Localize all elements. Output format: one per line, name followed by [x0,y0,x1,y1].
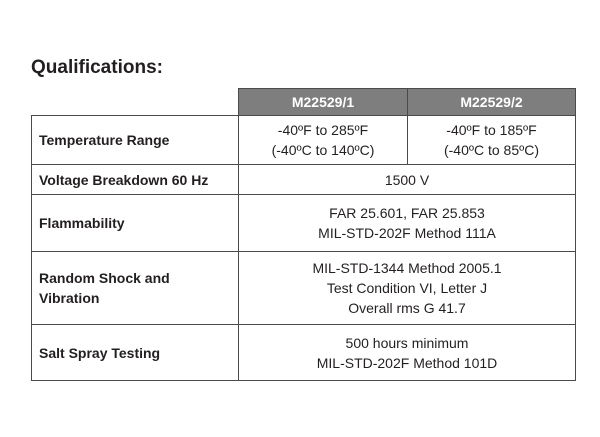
value-line: MIL-STD-1344 Method 2005.1 [312,260,502,276]
value-line: 500 hours minimum [345,334,469,351]
value-line: (-40ºC to 85ºC) [443,142,540,158]
table-row [32,116,576,165]
row-label-temperature-range: Temperature Range [32,116,239,165]
value-line: FAR 25.601, FAR 25.853 [329,205,485,221]
row-label-flammability: Flammability [32,195,239,252]
value-line: Overall rms G 41.7 [348,300,466,316]
label-line: Vibration [39,290,100,306]
header-row [32,89,576,116]
flammability-value [239,195,576,252]
page-title: Qualifications: [31,57,163,78]
random-shock-vibration-value [239,252,576,325]
row-label-voltage-breakdown: Voltage Breakdown 60 Hz [32,165,239,195]
value-line: MIL-STD-202F Method 111A [318,225,496,241]
temperature-value-m22529-2 [408,116,576,165]
table-row [32,325,576,381]
value-line: -40ºF to 285ºF [277,122,369,138]
table-row [32,165,576,195]
header-blank-cell [32,89,239,116]
value-line: 1500 V [384,171,430,188]
salt-spray-testing-value [239,325,576,381]
value-line: (-40ºC to 140ºC) [271,142,375,158]
value-line: -40ºF to 185ºF [446,122,537,138]
label-line: Random Shock and [39,270,170,286]
row-label-salt-spray-testing: Salt Spray Testing [32,325,239,381]
table-row [32,195,576,252]
voltage-breakdown-value [239,165,576,195]
value-line: Test Condition VI, Letter J [326,280,488,296]
header-m22529-2: M22529/2 [408,89,576,116]
temperature-value-m22529-1 [239,116,408,165]
table-row [32,252,576,325]
header-m22529-1: M22529/1 [239,89,408,116]
qualifications-table [31,88,576,381]
row-label-random-shock-vibration [32,252,239,325]
value-line: MIL-STD-202F Method 101D [316,354,498,371]
